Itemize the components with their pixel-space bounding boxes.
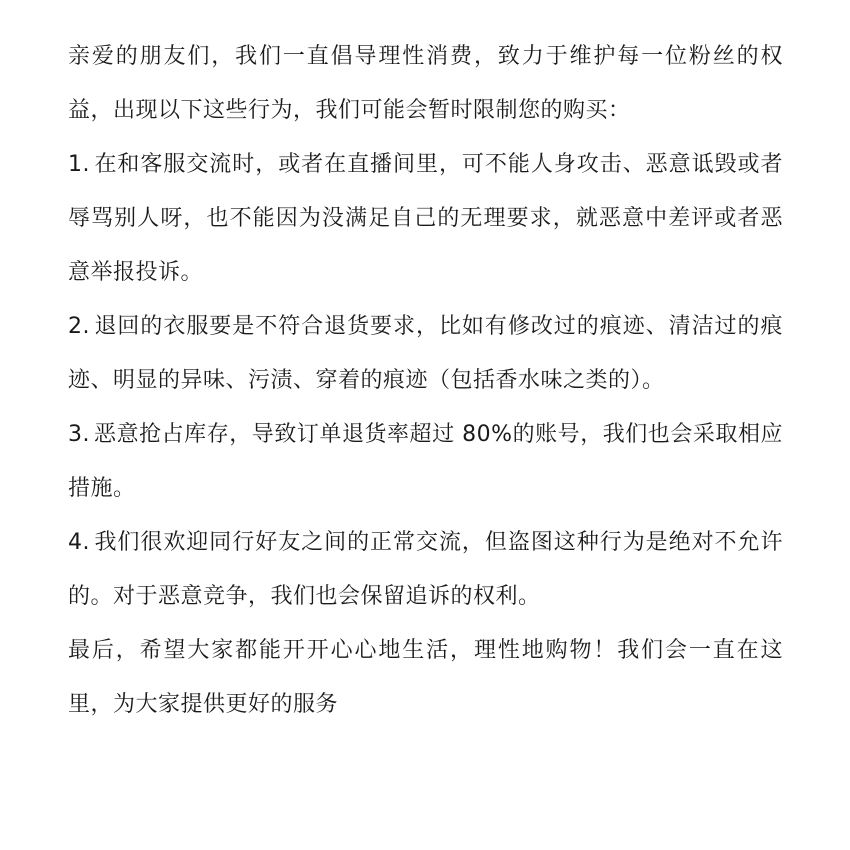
rule-text-1: 在和客服交流时，或者在直播间里，可不能人身攻击、恶意诋毁或者辱骂别人呀，也不能因为没满足自己的无理要求，就恶意中差评或者恶意举报投诉。 — [68, 152, 783, 285]
rule-text-2: 退回的衣服要是不符合退货要求，比如有修改过的痕迹、清洁过的痕迹、明显的异味、污渍、穿着的痕迹（包括香水味之类的）。 — [68, 314, 783, 393]
rule-item-1 — [68, 138, 783, 300]
rule-text-3: 恶意抢占库存，导致订单退货率超过 80%的账号，我们也会采取相应措施。 — [68, 422, 783, 501]
rule-item-3 — [68, 408, 783, 516]
notice-closing: 最后，希望大家都能开开心心地生活，理性地购物！我们会一直在这里，为大家提供更好的服务 — [68, 638, 783, 717]
rule-item-4 — [68, 516, 783, 624]
rule-number-3: 3. — [68, 422, 90, 447]
rule-number-2: 2. — [68, 314, 90, 339]
rule-number-1: 1. — [68, 152, 90, 177]
rule-item-2 — [68, 300, 783, 408]
rule-number-4: 4. — [68, 530, 90, 555]
rule-text-4: 我们很欢迎同行好友之间的正常交流，但盗图这种行为是绝对不允许的。对于恶意竞争，我们也会保留追诉的权利。 — [68, 530, 783, 609]
notice-intro: 亲爱的朋友们，我们一直倡导理性消费，致力于维护每一位粉丝的权益，出现以下这些行为，我们可能会暂时限制您的购买： — [68, 44, 783, 123]
notice-text-block — [68, 30, 783, 732]
